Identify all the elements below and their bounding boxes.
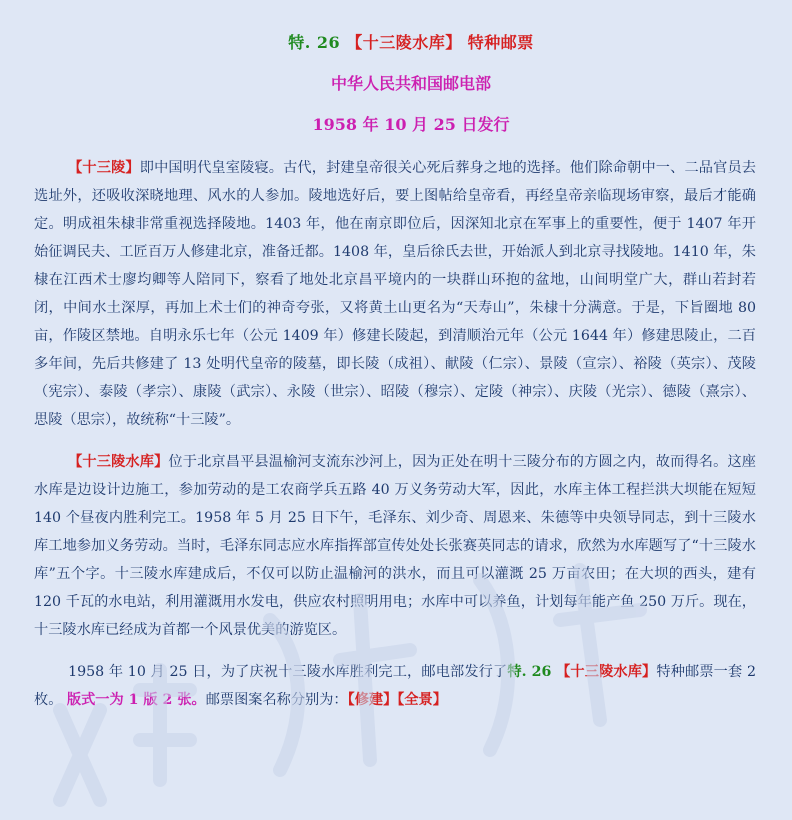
paragraph-tag: 【十三陵】 bbox=[68, 160, 140, 176]
stamp-code: 特. 26 bbox=[507, 664, 552, 681]
paragraph-text: 1958 年 10 月 25 日，为了庆祝十三陵水库胜利完工，邮电部发行了 bbox=[68, 664, 508, 681]
paragraph-stamp-issue bbox=[34, 658, 756, 714]
stamp-name: 【十三陵水库】 bbox=[556, 664, 657, 681]
paragraph-tag: 【十三陵水库】 bbox=[68, 454, 169, 471]
paragraph-text: 邮票图案名称分别为： bbox=[205, 692, 348, 709]
stamp-code: 特. 26 bbox=[288, 33, 341, 52]
stamp-type: 特种邮票 bbox=[467, 33, 534, 52]
paragraph-text: 即中国明代皇室陵寝。古代，封建皇帝很关心死后葬身之地的选择。他们除命朝中一、二品官员去选址外，还吸收深晓地理、风水的人参加。陵地选好后，要上图帖给皇帝看，再经皇帝亲临现场审察，最后才能确定。明成祖朱棣非常重视选择陵地。1403 年，他在南京即位后，因深知北京在军事上的重要性，便于 1407 年开始征调民夫、工匠百万人修建北京，准备迁都。1408 年，皇后徐氏去世，开始派人到北京寻找陵地。1410 年，朱棣在江西术士廖均卿等人陪同下，察看了地处北京昌平境内的一块群山环抱的盆地，山间明堂广大，群山若封若闭，中间水土深厚，再加上术士们的神奇夸张，又将黄土山更名为“天寿山”，朱棣十分满意。于是，下旨圈地 80 亩，作陵区禁地。自明永乐七年（公元 1409 年）修建长陵起，到清顺治元年（公元 1644 年）修建思陵止，二百多年间，先后共修建了 13 处明代皇帝的陵墓，即长陵（成祖）、献陵（仁宗）、景陵（宣宗）、裕陵（英宗）、茂陵（宪宗）、泰陵（孝宗）、康陵（武宗）、永陵（世宗）、昭陵（穆宗）、定陵（神宗）、庆陵（光宗）、德陵（熹宗）、思陵（思宗），故统称“十三陵”。 bbox=[34, 160, 756, 428]
design-name: 【全景】 bbox=[397, 692, 447, 709]
paragraph-reservoir bbox=[34, 448, 756, 644]
paragraph-text: 特种邮票一套 2 枚。 bbox=[34, 664, 757, 709]
stamp-name: 【十三陵水库】 bbox=[346, 33, 462, 52]
design-name: 【修建】 bbox=[347, 692, 398, 709]
issue-date: 1958 年 10 月 25 日发行 bbox=[312, 115, 510, 134]
stamp-title bbox=[66, 30, 756, 52]
paragraph-ming-tombs bbox=[34, 154, 756, 434]
edition-info: 版式一为 1 版 2 张。 bbox=[66, 692, 206, 709]
paragraph-text: 位于北京昌平县温榆河支流东沙河上，因为正处在明十三陵分布的方圆之内，故而得名。这座水库是边设计边施工，参加劳动的是工农商学兵五路 40 万义务劳动大军，因此，水库主体工程拦洪大坝能在短短 140 个昼夜内胜利完工。1958 年 5 月 25 日下午，毛泽东、刘少奇、周恩来、朱德等中央领导同志，到十三陵水库工地参加义务劳动。当时，毛泽东同志应水库指挥部宣传处处长张赛英同志的请求，欣然为水库题写了“十三陵水库”五个字。十三陵水库建成后，不仅可以防止温榆河的洪水，而且可以灌溉 25 万亩农田；在大坝的西头，建有 120 千瓦的水电站，利用灌溉用水发电，供应农村照明用电；水库中可以养鱼，计划每年能产鱼 250 万斤。现在，十三陵水库已经成为首都一个风景优美的游览区。 bbox=[34, 454, 756, 639]
issuer-title: 中华人民共和国邮电部 bbox=[330, 74, 491, 93]
